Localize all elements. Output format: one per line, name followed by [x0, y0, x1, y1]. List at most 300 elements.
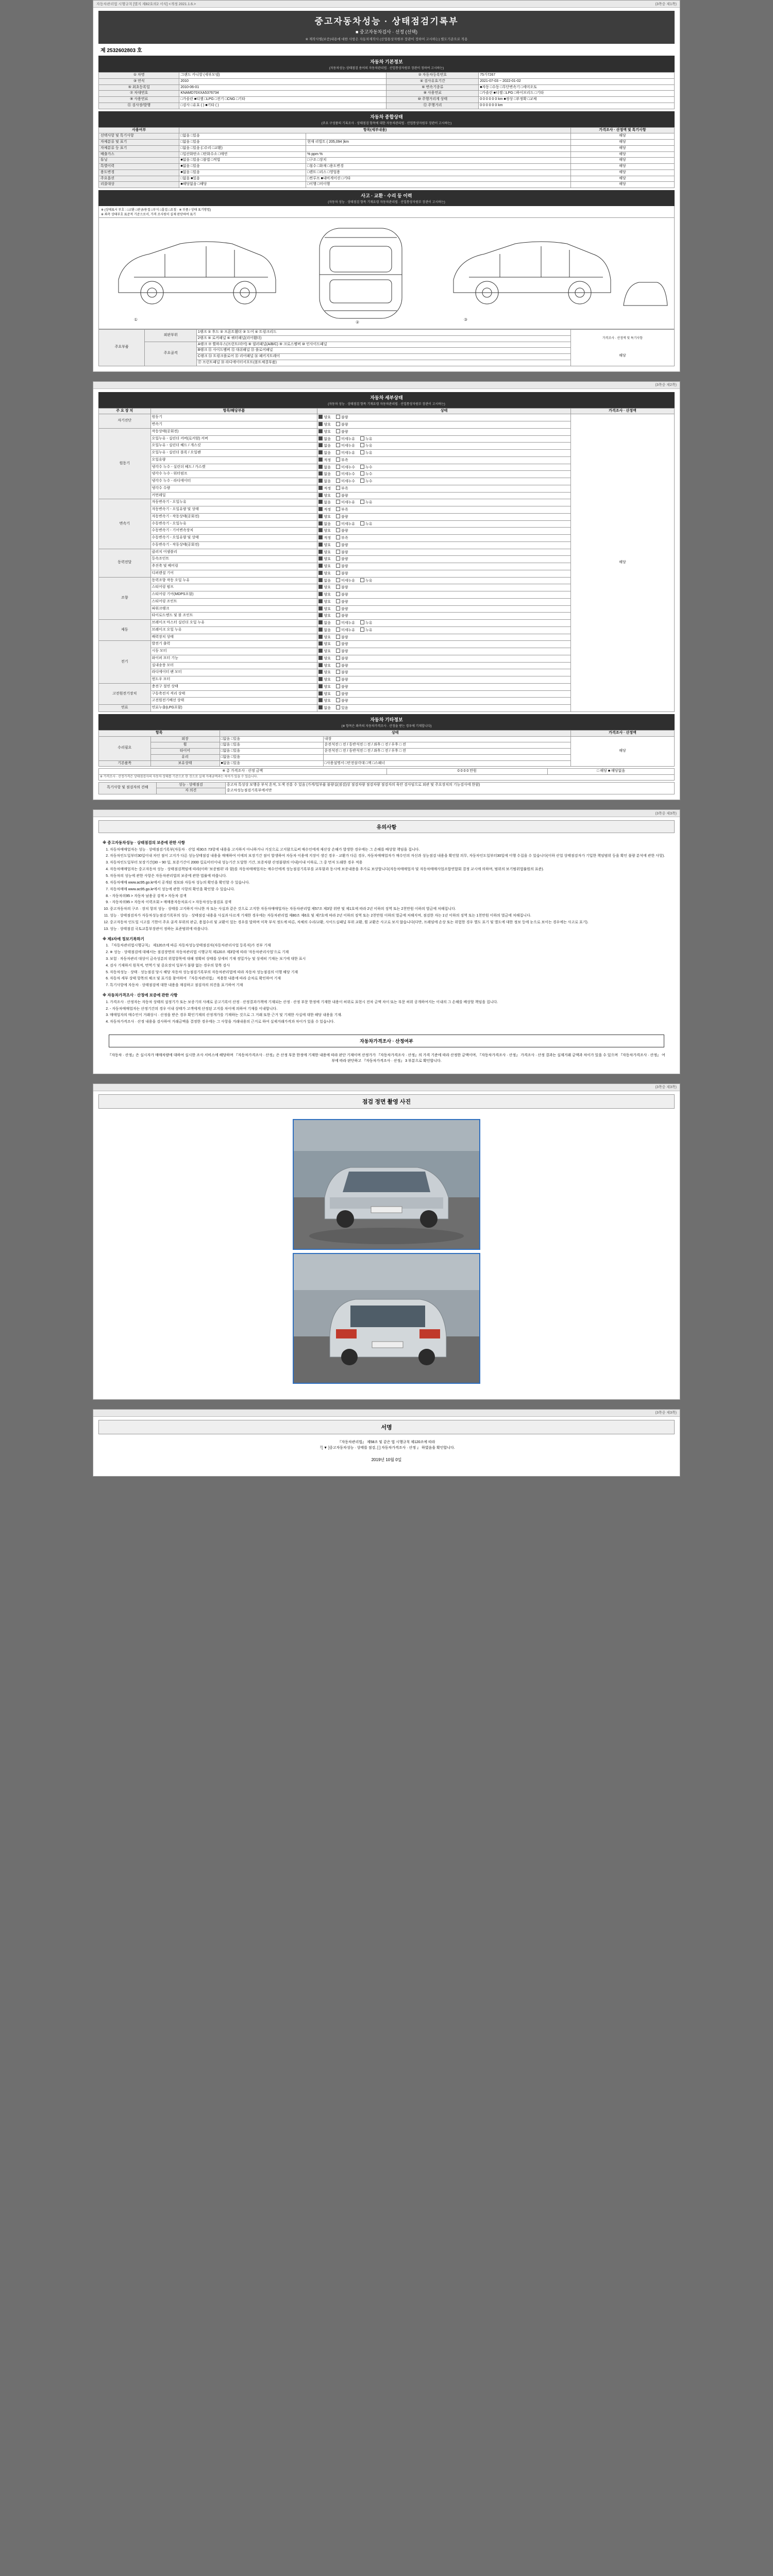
overall-items-3[interactable]: □일산화탄소 □탄화수소 □매연	[179, 151, 306, 158]
checkbox-icon[interactable]	[336, 663, 340, 667]
detail-options-5-2[interactable]	[317, 634, 570, 641]
detail-options-4-1[interactable]	[317, 584, 570, 591]
detail-option-1-6-2[interactable]	[360, 472, 373, 476]
etc-item2-0[interactable]: 내장	[323, 736, 570, 742]
registration-number-row	[98, 44, 675, 56]
overall-items-5[interactable]: ■없음 □있음	[179, 164, 306, 170]
detail-option-1-6-0[interactable]	[318, 472, 331, 476]
checkbox-icon[interactable]	[336, 436, 340, 440]
detail-options-4-5[interactable]	[317, 613, 570, 620]
detail-option-1-9-0[interactable]	[318, 494, 331, 498]
detail-option-2-3-1[interactable]	[336, 522, 355, 526]
overall-detail-7[interactable]: □썬루프 ■내비게이션 □기타	[306, 176, 571, 182]
detail-option-2-1-1[interactable]	[336, 508, 348, 512]
detail-option-6-3-0[interactable]	[318, 664, 331, 668]
detail-option-label: 없음	[324, 501, 331, 505]
detail-option-0-1-0[interactable]	[318, 423, 331, 427]
checkbox-icon[interactable]	[336, 571, 340, 575]
checkbox-icon[interactable]	[318, 564, 323, 568]
detail-options-4-4[interactable]	[317, 605, 570, 613]
detail-option-3-2-0[interactable]	[318, 565, 331, 568]
detail-option-5-2-0[interactable]	[318, 636, 331, 639]
notice-item: 3. 보험 · 자동차관리 대상이 금속성분의 위험항목에 대해 정확히 상태를 상세히 기재 정밀가능 및 상세히 기재는 보기에 대한 표시	[110, 957, 670, 962]
checkbox-icon[interactable]	[318, 514, 323, 518]
detail-option-1-3-1[interactable]	[336, 451, 355, 455]
overall-detail-8[interactable]: □이행 □미이행	[306, 182, 571, 188]
checkbox-icon[interactable]	[360, 578, 364, 582]
detail-option-1-4-0[interactable]	[318, 459, 331, 462]
overall-items-2[interactable]: □없음 □있음 (□수리 □교환)	[179, 145, 306, 151]
detail-options-4-2[interactable]	[317, 591, 570, 599]
detail-option-2-1-0[interactable]	[318, 508, 331, 512]
detail-options-7-2[interactable]	[317, 698, 570, 705]
detail-option-7-2-1[interactable]	[336, 699, 348, 703]
checkbox-icon[interactable]	[318, 422, 323, 426]
etc-item2-3[interactable]	[323, 754, 570, 760]
checkbox-icon[interactable]	[318, 691, 323, 696]
detail-options-1-3[interactable]	[317, 450, 570, 457]
detail-option-7-1-1[interactable]	[336, 692, 348, 696]
detail-option-5-1-2[interactable]	[360, 629, 373, 632]
detail-option-2-4-0[interactable]	[318, 529, 331, 533]
detail-option-3-0-1[interactable]	[336, 551, 348, 554]
detail-options-1-6[interactable]	[317, 471, 570, 478]
detail-option-7-0-0[interactable]	[318, 685, 331, 689]
detail-option-4-4-0[interactable]	[318, 607, 331, 611]
overall-detail-1[interactable]: 현재 리빌트 ( 205,094 )km	[306, 140, 571, 146]
detail-options-1-9[interactable]	[317, 492, 570, 499]
checkbox-icon[interactable]	[336, 465, 340, 469]
basic-value-0-0[interactable]: 그랜드 카니발 (세부모델)	[179, 73, 386, 79]
detail-options-8-0[interactable]	[317, 705, 570, 712]
detail-option-1-4-1[interactable]	[336, 459, 348, 462]
basic-value-4-1[interactable]: 0 0 0 0 0 0 km ■정상 □부정확 □교체	[479, 97, 675, 103]
section-detail-subtitle: (자동차 성능 · 상태점검 항목 기재요령 자동차관리법 · 산업통상자원부 장관이 고시하는)	[328, 402, 445, 406]
detail-options-2-3[interactable]	[317, 520, 570, 528]
detail-option-7-0-1[interactable]	[336, 685, 348, 689]
checkbox-icon[interactable]	[336, 628, 340, 632]
detail-option-1-2-2[interactable]	[360, 444, 373, 448]
overall-detail-5[interactable]: □침수 □화재 □용도변경	[306, 164, 571, 170]
detail-options-1-4[interactable]	[317, 456, 570, 464]
overall-detail-2[interactable]	[306, 145, 571, 151]
detail-option-7-1-0[interactable]	[318, 692, 331, 696]
detail-option-4-2-0[interactable]	[318, 593, 331, 597]
detail-options-2-4[interactable]	[317, 528, 570, 535]
checkbox-icon[interactable]	[336, 500, 340, 504]
notice-item: 7. 자동차매매 www.ac95.go.kr에서 성능에 관한 사항의 확인을 확인할 수 있습니다.	[110, 887, 670, 893]
detail-option-1-1-2[interactable]	[360, 437, 373, 441]
checkbox-icon[interactable]	[336, 684, 340, 688]
detail-option-8-0-1[interactable]	[336, 706, 348, 710]
detail-option-4-1-1[interactable]	[336, 586, 348, 589]
checkbox-icon[interactable]	[318, 571, 323, 575]
checkbox-icon[interactable]	[336, 691, 340, 696]
detail-option-2-0-0[interactable]	[318, 501, 331, 504]
detail-option-1-8-0[interactable]	[318, 487, 331, 490]
checkbox-icon[interactable]	[318, 443, 323, 447]
basic-label-5-0: ⑪ 검사장/발행	[99, 103, 179, 109]
checkbox-icon[interactable]	[336, 479, 340, 483]
checkbox-icon[interactable]	[318, 507, 323, 511]
detail-option-1-7-0[interactable]	[318, 480, 331, 483]
car-damage-diagram[interactable]	[98, 218, 675, 329]
detail-option-1-1-0[interactable]	[318, 437, 331, 441]
detail-option-label: 미세누수	[341, 465, 356, 469]
detail-option-2-0-1[interactable]	[336, 501, 355, 504]
detail-group-5: 제동	[99, 620, 151, 641]
checkbox-icon[interactable]	[336, 429, 340, 433]
checkbox-icon[interactable]	[336, 556, 340, 561]
checkbox-icon[interactable]	[336, 471, 340, 476]
detail-options-0-0[interactable]	[317, 414, 570, 421]
checkbox-icon[interactable]	[336, 528, 340, 532]
checkbox-icon[interactable]	[360, 479, 364, 483]
checkbox-icon[interactable]	[318, 613, 323, 617]
detail-option-6-0-0[interactable]	[318, 642, 331, 646]
checkbox-icon[interactable]	[318, 528, 323, 532]
basic-value-4-0[interactable]: □가솔린 ■디젤 □LPG □전기 □CNG □기타	[179, 97, 386, 103]
detail-option-4-3-0[interactable]	[318, 600, 331, 604]
detail-option-1-9-1[interactable]	[336, 494, 348, 498]
checkbox-icon[interactable]	[360, 620, 364, 624]
basic-value-5-1[interactable]: 0 0 0 0 0 0 km	[479, 103, 675, 109]
detail-option-2-4-1[interactable]	[336, 529, 348, 533]
detail-option-4-5-1[interactable]	[336, 614, 348, 618]
checkbox-icon[interactable]	[318, 436, 323, 440]
checkbox-icon[interactable]	[336, 585, 340, 589]
basic-value-1-1[interactable]: 2021-07-03 ~ 2022-01-02	[479, 78, 675, 84]
detail-options-1-2[interactable]	[317, 443, 570, 450]
detail-options-6-0[interactable]	[317, 641, 570, 648]
etc-opts-0[interactable]: □없음 □있음	[220, 736, 323, 742]
detail-item-1-9: 커먼레일	[150, 492, 317, 499]
detail-options-6-3[interactable]	[317, 662, 570, 669]
detail-option-4-0-1[interactable]	[336, 579, 355, 583]
overall-use-0: 선택사항 및 특기사항	[99, 133, 179, 140]
detail-option-6-2-0[interactable]	[318, 657, 331, 660]
detail-option-3-1-0[interactable]	[318, 557, 331, 561]
detail-option-3-0-0[interactable]	[318, 551, 331, 554]
detail-option-2-3-0[interactable]	[318, 522, 331, 526]
checkbox-icon[interactable]	[318, 535, 323, 539]
checkbox-icon[interactable]	[318, 620, 323, 624]
detail-option-1-2-0[interactable]	[318, 444, 331, 448]
checkbox-icon[interactable]	[336, 521, 340, 526]
checkbox-icon[interactable]	[318, 663, 323, 667]
checkbox-icon[interactable]	[336, 620, 340, 624]
detail-options-1-5[interactable]	[317, 464, 570, 471]
detail-options-1-8[interactable]	[317, 485, 570, 492]
detail-option-1-6-1[interactable]	[336, 472, 355, 476]
detail-option-6-5-1[interactable]	[336, 678, 348, 682]
overall-detail-4[interactable]: □구조 □장치	[306, 158, 571, 164]
detail-options-0-1[interactable]	[317, 421, 570, 429]
detail-options-3-1[interactable]	[317, 556, 570, 563]
basic-value-1-0[interactable]: 2010	[179, 78, 386, 84]
detail-option-2-2-1[interactable]	[336, 515, 348, 519]
detail-option-1-1-1[interactable]	[336, 437, 355, 441]
checkbox-icon[interactable]	[318, 429, 323, 433]
checkbox-icon[interactable]	[336, 599, 340, 603]
overall-detail-6[interactable]: □렌트 □리스 □영업용	[306, 170, 571, 176]
detail-option-2-3-2[interactable]	[360, 522, 373, 526]
checkbox-icon[interactable]	[336, 578, 340, 582]
detail-options-1-7[interactable]	[317, 478, 570, 485]
detail-option-1-5-0[interactable]	[318, 466, 331, 469]
checkbox-icon[interactable]	[318, 649, 323, 653]
detail-options-7-0[interactable]	[317, 683, 570, 690]
checkbox-icon[interactable]	[318, 684, 323, 688]
detail-option-0-1-1[interactable]	[336, 423, 348, 427]
detail-options-4-0[interactable]	[317, 577, 570, 584]
checkbox-icon[interactable]	[360, 443, 364, 447]
detail-options-4-3[interactable]	[317, 598, 570, 605]
detail-option-6-1-1[interactable]	[336, 650, 348, 653]
checkbox-icon[interactable]	[336, 705, 340, 709]
photo-front[interactable]	[293, 1119, 480, 1250]
etc-item2-4[interactable]: □사용설명서 □안전삼각대 □잭 □스패너	[323, 760, 570, 767]
checkbox-icon[interactable]	[336, 656, 340, 660]
checkbox-icon[interactable]	[336, 422, 340, 426]
detail-options-3-2[interactable]	[317, 563, 570, 570]
detail-option-1-0-0[interactable]	[318, 430, 331, 434]
etc-opts-3[interactable]: □없음 □있음	[220, 754, 323, 760]
checkbox-icon[interactable]	[318, 550, 323, 554]
checkbox-icon[interactable]	[336, 649, 340, 653]
etc-opts-4[interactable]: ■없음 □있음	[220, 760, 323, 767]
overall-items-8[interactable]: ■해당없음 □해당	[179, 182, 306, 188]
checkbox-icon[interactable]	[336, 670, 340, 674]
detail-option-2-5-1[interactable]	[336, 536, 348, 540]
checkbox-icon[interactable]	[336, 641, 340, 646]
basic-value-3-1[interactable]: □가솔린 ■디젤 □LPG □하이브리드 □기타	[479, 91, 675, 97]
overall-items-6[interactable]: ■없음 □있음	[179, 170, 306, 176]
detail-options-5-1[interactable]	[317, 626, 570, 634]
checkbox-icon[interactable]	[360, 465, 364, 469]
checkbox-icon[interactable]	[318, 606, 323, 611]
checkbox-icon[interactable]	[336, 514, 340, 518]
checkbox-icon[interactable]	[318, 670, 323, 674]
checkbox-icon[interactable]	[336, 564, 340, 568]
checkbox-icon[interactable]	[360, 521, 364, 526]
detail-option-2-5-0[interactable]	[318, 536, 331, 540]
detail-option-6-5-0[interactable]	[318, 678, 331, 682]
detail-option-2-6-1[interactable]	[336, 544, 348, 547]
checkbox-icon[interactable]	[336, 606, 340, 611]
checkbox-icon[interactable]	[318, 698, 323, 702]
basic-value-0-1[interactable]: 75가7267	[479, 73, 675, 79]
detail-col-4: 가격조사 · 산정액	[570, 408, 674, 414]
detail-option-1-5-2[interactable]	[360, 466, 373, 469]
detail-option-5-0-2[interactable]	[360, 621, 373, 625]
detail-option-4-0-0[interactable]	[318, 579, 331, 583]
checkbox-icon[interactable]	[360, 450, 364, 454]
checkbox-icon[interactable]	[336, 635, 340, 639]
checkbox-icon[interactable]	[318, 578, 323, 582]
checkbox-icon[interactable]	[336, 550, 340, 554]
detail-option-5-1-0[interactable]	[318, 629, 331, 632]
checkbox-icon[interactable]	[318, 486, 323, 490]
detail-option-7-2-0[interactable]	[318, 699, 331, 703]
detail-option-1-7-2[interactable]	[360, 480, 373, 483]
overall-detail-3[interactable]: % ppm %	[306, 151, 571, 158]
detail-option-label: 양호	[324, 685, 331, 689]
basic-value-2-1[interactable]: ■자동 □수동 □무단변속기 □세미오토	[479, 84, 675, 91]
etc-opts-2[interactable]: □없음 □있음	[220, 749, 323, 755]
etc-item2-1[interactable]: 운전석전 □ 전 / 동반석전 □ 전 / 좌후 □ 전 / 우후 □ 전	[323, 742, 570, 749]
detail-option-0-0-1[interactable]	[336, 416, 348, 419]
detail-options-3-3[interactable]	[317, 570, 570, 577]
checkbox-icon[interactable]	[318, 415, 323, 419]
detail-option-4-0-2[interactable]	[360, 579, 373, 583]
detail-options-2-5[interactable]	[317, 535, 570, 542]
price-check[interactable]: □ 해당 ■ 해당없음	[548, 769, 675, 775]
checkbox-icon[interactable]	[318, 479, 323, 483]
detail-col-1: 주 요 장 치	[99, 408, 151, 414]
overall-items-4[interactable]: ■없음 □있음 □불법 □적법	[179, 158, 306, 164]
checkbox-icon[interactable]	[318, 471, 323, 476]
checkbox-icon[interactable]	[318, 677, 323, 681]
etc-opts-1[interactable]: □없음 □있음	[220, 742, 323, 749]
overall-items-0[interactable]: □없음 □있음	[179, 133, 306, 140]
detail-option-5-0-0[interactable]	[318, 621, 331, 625]
detail-options-2-0[interactable]	[317, 499, 570, 506]
detail-option-label: 양호	[324, 571, 331, 575]
checkbox-icon[interactable]	[318, 521, 323, 526]
detail-option-6-4-0[interactable]	[318, 671, 331, 674]
checkbox-icon[interactable]	[336, 677, 340, 681]
checkbox-icon[interactable]	[336, 443, 340, 447]
detail-option-8-0-0[interactable]	[318, 706, 331, 710]
detail-option-label: 누수	[365, 472, 373, 477]
checkbox-icon[interactable]	[318, 556, 323, 561]
detail-options-7-1[interactable]	[317, 690, 570, 698]
detail-options-1-1[interactable]	[317, 435, 570, 443]
etc-col-item: 항목	[99, 730, 220, 736]
photo-gallery	[98, 1109, 675, 1394]
overall-items-7[interactable]: □없음 ■있음	[179, 176, 306, 182]
checkbox-icon[interactable]	[318, 656, 323, 660]
checkbox-icon[interactable]	[336, 535, 340, 539]
checkbox-icon[interactable]	[318, 635, 323, 639]
detail-options-2-6[interactable]	[317, 541, 570, 549]
detail-option-5-1-1[interactable]	[336, 629, 355, 632]
detail-option-3-3-1[interactable]	[336, 572, 348, 575]
detail-options-3-0[interactable]	[317, 549, 570, 556]
checkbox-icon[interactable]	[360, 436, 364, 440]
etc-item2-2[interactable]: 운전석전 □ 전 / 동반석전 □ 전 / 좌후 □ 전 / 우후 □ 전	[323, 749, 570, 755]
detail-option-1-3-0[interactable]	[318, 451, 331, 455]
detail-option-3-3-0[interactable]	[318, 572, 331, 575]
overall-use-1: 자체분류 및 표기	[99, 140, 179, 146]
detail-option-6-2-1[interactable]	[336, 657, 348, 660]
special-text[interactable]	[225, 782, 674, 794]
checkbox-icon[interactable]	[336, 457, 340, 462]
sheet-5	[93, 1409, 680, 1477]
detail-options-6-4[interactable]	[317, 669, 570, 676]
photo-rear[interactable]	[293, 1253, 480, 1384]
detail-option-2-0-2[interactable]	[360, 501, 373, 504]
checkbox-icon[interactable]	[336, 415, 340, 419]
checkbox-icon[interactable]	[318, 500, 323, 504]
detail-option-4-5-0[interactable]	[318, 614, 331, 618]
checkbox-icon[interactable]	[318, 450, 323, 454]
detail-option-1-5-1[interactable]	[336, 466, 355, 469]
checkbox-icon[interactable]	[336, 543, 340, 547]
detail-option-0-0-0[interactable]	[318, 416, 331, 419]
detail-option-6-0-1[interactable]	[336, 642, 348, 646]
detail-option-1-0-1[interactable]	[336, 430, 348, 434]
detail-option-5-0-1[interactable]	[336, 621, 355, 625]
checkbox-icon[interactable]	[318, 493, 323, 497]
notice-list-3	[110, 1000, 670, 1025]
detail-option-2-2-0[interactable]	[318, 515, 331, 519]
checkbox-icon[interactable]	[336, 486, 340, 490]
section-detail-title: 자동차 세부상태	[370, 395, 403, 400]
detail-option-2-6-0[interactable]	[318, 544, 331, 547]
detail-option-4-1-0[interactable]	[318, 586, 331, 589]
checkbox-icon[interactable]	[336, 613, 340, 617]
checkbox-icon[interactable]	[318, 705, 323, 709]
checkbox-icon[interactable]	[360, 500, 364, 504]
overall-detail-0[interactable]	[306, 133, 571, 140]
checkbox-icon[interactable]	[318, 641, 323, 646]
checkbox-icon[interactable]	[318, 585, 323, 589]
overall-items-1[interactable]: □없음 □있음	[179, 140, 306, 146]
checkbox-icon[interactable]	[318, 465, 323, 469]
detail-options-5-0[interactable]	[317, 620, 570, 627]
checkbox-icon[interactable]	[336, 592, 340, 596]
detail-option-4-4-1[interactable]	[336, 607, 348, 611]
detail-option-1-7-1[interactable]	[336, 480, 355, 483]
basic-value-3-0[interactable]: KNAMD70XXA5376734	[179, 91, 386, 97]
checkbox-icon[interactable]	[318, 592, 323, 596]
detail-option-4-3-1[interactable]	[336, 600, 348, 604]
detail-options-6-2[interactable]	[317, 655, 570, 662]
checkbox-icon[interactable]	[360, 471, 364, 476]
detail-item-4-3: 스티어링 조인트	[150, 598, 317, 605]
basic-value-5-0[interactable]: □검사 □유효 ( ) ■기타 ( )	[179, 103, 386, 109]
detail-option-1-8-1[interactable]	[336, 487, 348, 490]
checkbox-icon[interactable]	[318, 457, 323, 462]
checkbox-icon[interactable]	[318, 599, 323, 603]
detail-options-6-1[interactable]	[317, 648, 570, 655]
checkbox-icon[interactable]	[336, 493, 340, 497]
checkbox-icon[interactable]	[336, 507, 340, 511]
checkbox-icon[interactable]	[318, 543, 323, 547]
detail-item-1-6: 냉각수 누수 - 워터펌프	[150, 471, 317, 478]
detail-option-3-1-1[interactable]	[336, 557, 348, 561]
detail-option-6-4-1[interactable]	[336, 671, 348, 674]
checkbox-icon[interactable]	[336, 698, 340, 702]
detail-option-4-2-1[interactable]	[336, 593, 348, 597]
detail-options-2-2[interactable]	[317, 513, 570, 520]
detail-option-6-3-1[interactable]	[336, 664, 348, 668]
detail-option-1-2-1[interactable]	[336, 444, 355, 448]
basic-value-2-0[interactable]: 2010-06-01	[179, 84, 386, 91]
checkbox-icon[interactable]	[336, 450, 340, 454]
detail-option-5-2-1[interactable]	[336, 636, 348, 639]
detail-options-1-0[interactable]	[317, 428, 570, 435]
detail-option-6-1-0[interactable]	[318, 650, 331, 653]
detail-option-1-3-2[interactable]	[360, 451, 373, 455]
checkbox-icon[interactable]	[318, 628, 323, 632]
detail-options-6-5[interactable]	[317, 676, 570, 684]
checkbox-icon[interactable]	[360, 628, 364, 632]
detail-options-2-1[interactable]	[317, 506, 570, 514]
detail-option-3-2-1[interactable]	[336, 565, 348, 568]
